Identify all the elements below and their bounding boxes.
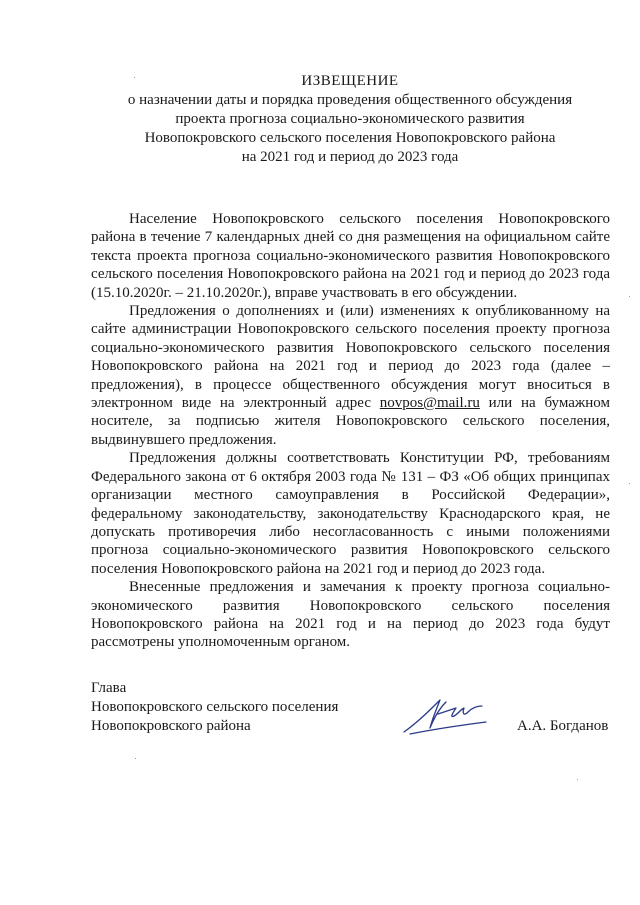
notice-header [80, 72, 620, 167]
email-link[interactable]: novpos@mail.ru [379, 395, 480, 412]
notice-subtitle-line-4: на 2021 год и период до 2023 года [241, 149, 459, 165]
notice-subtitle-line-1: о назначении даты и порядка проведения общественного обсуждения [127, 92, 573, 108]
scan-speck [629, 483, 630, 484]
notice-title: ИЗВЕЩЕНИЕ [301, 73, 399, 89]
scan-speck [629, 296, 630, 297]
scan-speck [135, 758, 136, 759]
notice-subtitle-line-2: проекта прогноза социально-экономического развития [175, 111, 525, 127]
notice-subtitle-line-3: Новопокровского сельского поселения Новопокровского района [144, 130, 556, 146]
paragraph-3: Предложения должны соответствовать Конституции РФ, требованиям Федерального закона от 6 октября 2003 года № 131 – ФЗ «Об общих принципах организации местного самоуправления в Российской Федерации», федеральному законодательству, законодательству Краснодарского края, не допускать противоречия либо несогласованность с иными положениями прогноза социально-экономического развития Новопокровского сельского поселения Новопокровского района на 2021 год и период до 2023 года. [91, 450, 610, 577]
paragraph-2 [91, 302, 610, 449]
paragraph-2-text-end: или на бумажном носителе, за подписью жителя Новопокровского сельского поселения, выдвинувшего предложения. [91, 395, 611, 448]
signatory-title-line-3: Новопокровского района [91, 718, 251, 734]
paragraph-4: Внесенные предложения и замечания к проекту прогноза социально-экономического развития Новопокровского сельского поселения Новопокровского района на 2021 год и на период до 2023 года будут рассмотрены уполномоченным органом. [91, 579, 610, 651]
scan-speck [134, 77, 135, 78]
signatory-name: А.А. Богданов [517, 718, 609, 734]
handwritten-signature-icon [400, 692, 490, 738]
scan-speck [577, 779, 578, 780]
signatory-title-line-2: Новопокровского сельского поселения [91, 699, 339, 715]
paragraph-1: Население Новопокровского сельского поселения Новопокровского района в течение 7 календарных дней со дня размещения на официальном сайте текста проекта прогноза социально-экономического развития Новопокровского сельского поселения Новопокровского района на 2021 год и период до 2023 года (15.10.2020г. – 21.10.2020г.), вправе участвовать в его обсуждении. [91, 211, 610, 301]
paragraph-2-text-start: Предложения о дополнениях и (или) изменениях к опубликованному на сайте администрации Новопокровского сельского поселения проекту прогноза социально-экономического развития Новопокровского сельского поселения Новопокровского района на 2021 год и период до 2023 года (далее – предложения), в процессе общественного обсуждения могут вноситься в электронном виде на электронный адрес [91, 303, 610, 412]
signature-block [91, 679, 611, 736]
notice-body [91, 210, 610, 652]
signatory-title-line-1: Глава [91, 680, 127, 696]
